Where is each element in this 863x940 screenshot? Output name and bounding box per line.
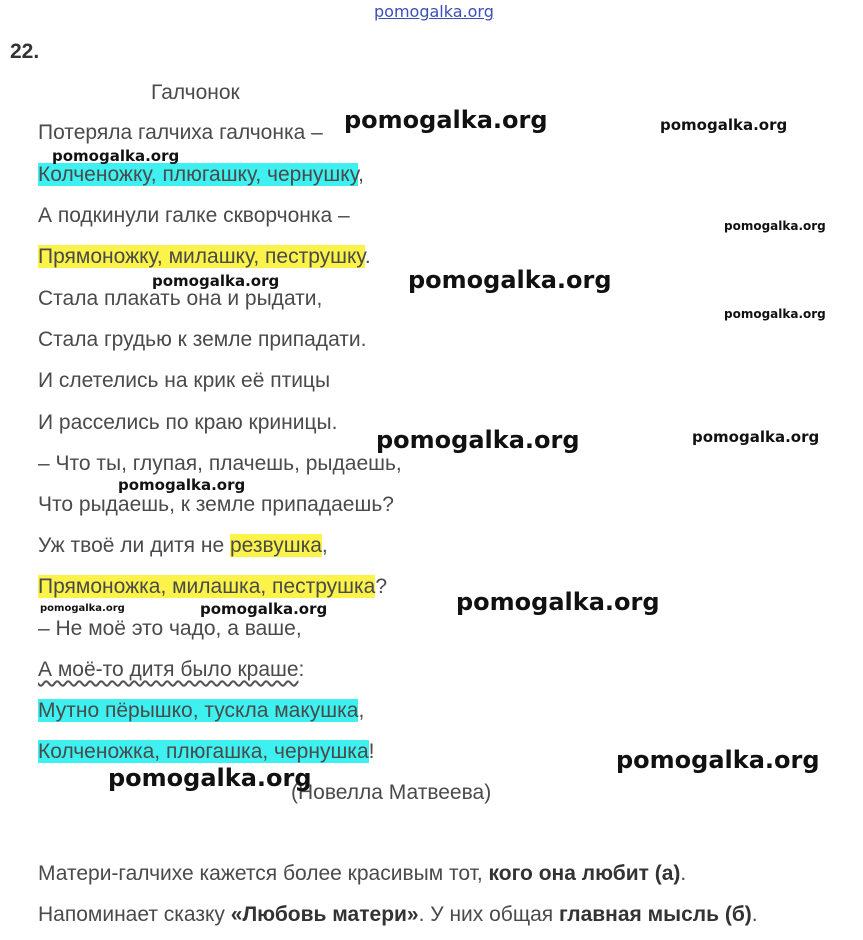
poem-text: Стала грудью к земле припадати. [38,328,367,351]
highlight-cyan: Колченожка, плюгашка, чернушка [38,740,369,763]
poem-text: : [298,658,305,681]
poem-author: (Новелла Матвеева) [291,781,492,804]
answer-line-2 [38,903,758,927]
poem-line [38,698,364,724]
poem-line [38,492,394,518]
answer-1-text: Матери-галчихе кажется более красивым тот, [38,862,489,885]
highlight-cyan: Колченожку, плюгашку, чернушку [38,163,359,186]
watermark: pomogalka.org [616,746,820,774]
highlight-cyan: Мутно пёрышко, тускла макушка [38,699,359,722]
poem-line [38,368,330,394]
highlight-yellow: Прямоножка, милашка, пеструшка [38,575,376,598]
wavy-underline-text: А моё-то дитя было краше [38,658,299,681]
poem-line [38,327,366,353]
poem-line [38,574,387,600]
poem-line [38,739,374,765]
poem-line [38,616,302,642]
poem-text: . [364,245,371,268]
answer-2-end: . [751,903,758,926]
poem-line [38,657,304,683]
poem-text: А подкинули галке скворчонка – [38,204,350,227]
poem-line [38,410,337,436]
answer-2-bold-b: главная мысль (б) [559,903,752,926]
watermark: pomogalka.org [40,603,125,614]
watermark: pomogalka.org [408,266,612,294]
watermark: pomogalka.org [376,426,580,454]
answer-1-bold: кого она любит (а) [488,862,681,885]
poem-text: ! [368,740,375,763]
watermark: pomogalka.org [724,307,826,321]
poem-text: И расселись по краю криницы. [38,411,338,434]
poem-text: Уж твоё ли дитя не [38,534,230,557]
watermark: pomogalka.org [456,588,660,616]
poem-line [38,203,350,229]
watermark: pomogalka.org [118,476,246,494]
poem-text: Стала плакать она и рыдати, [38,287,323,310]
highlight-yellow: резвушка [230,534,322,557]
watermark: pomogalka.org [200,600,328,618]
poem-line [38,120,323,146]
poem-line [38,451,402,477]
highlight-yellow: Прямоножку, милашку, пеструшку [38,245,365,268]
watermark: pomogalka.org [108,764,312,792]
poem-line [38,533,328,559]
answer-2-text-b: . У них общая [418,903,559,926]
answer-1-end: . [680,862,687,885]
poem-line [38,244,371,270]
watermark: pomogalka.org [152,272,280,290]
watermark: pomogalka.org [344,106,548,134]
answer-2-text-a: Напоминает сказку [38,903,231,926]
poem-title: Галчонок [151,81,240,104]
watermark: pomogalka.org [660,116,788,134]
poem-text: Потеряла галчиха галчонка – [38,121,323,144]
answer-line-1 [38,862,686,886]
site-header-link[interactable]: pomogalka.org [374,2,494,21]
poem-text: И слетелись на крик её птицы [38,369,331,392]
watermark: pomogalka.org [52,147,180,165]
poem-line [38,162,364,188]
poem-text: , [321,534,328,557]
watermark: pomogalka.org [724,219,826,233]
poem-text: Что рыдаешь, к земле припадаешь? [38,493,394,516]
poem-text: ? [375,575,388,598]
poem-text: – Что ты, глупая, плачешь, рыдаешь, [38,452,402,475]
task-number: 22. [10,40,40,63]
poem-text: – Не моё это чадо, а ваше, [38,617,302,640]
watermark: pomogalka.org [692,428,820,446]
answer-2-bold-a: «Любовь матери» [230,903,419,926]
poem-text: , [358,163,364,186]
poem-text: , [358,699,365,722]
